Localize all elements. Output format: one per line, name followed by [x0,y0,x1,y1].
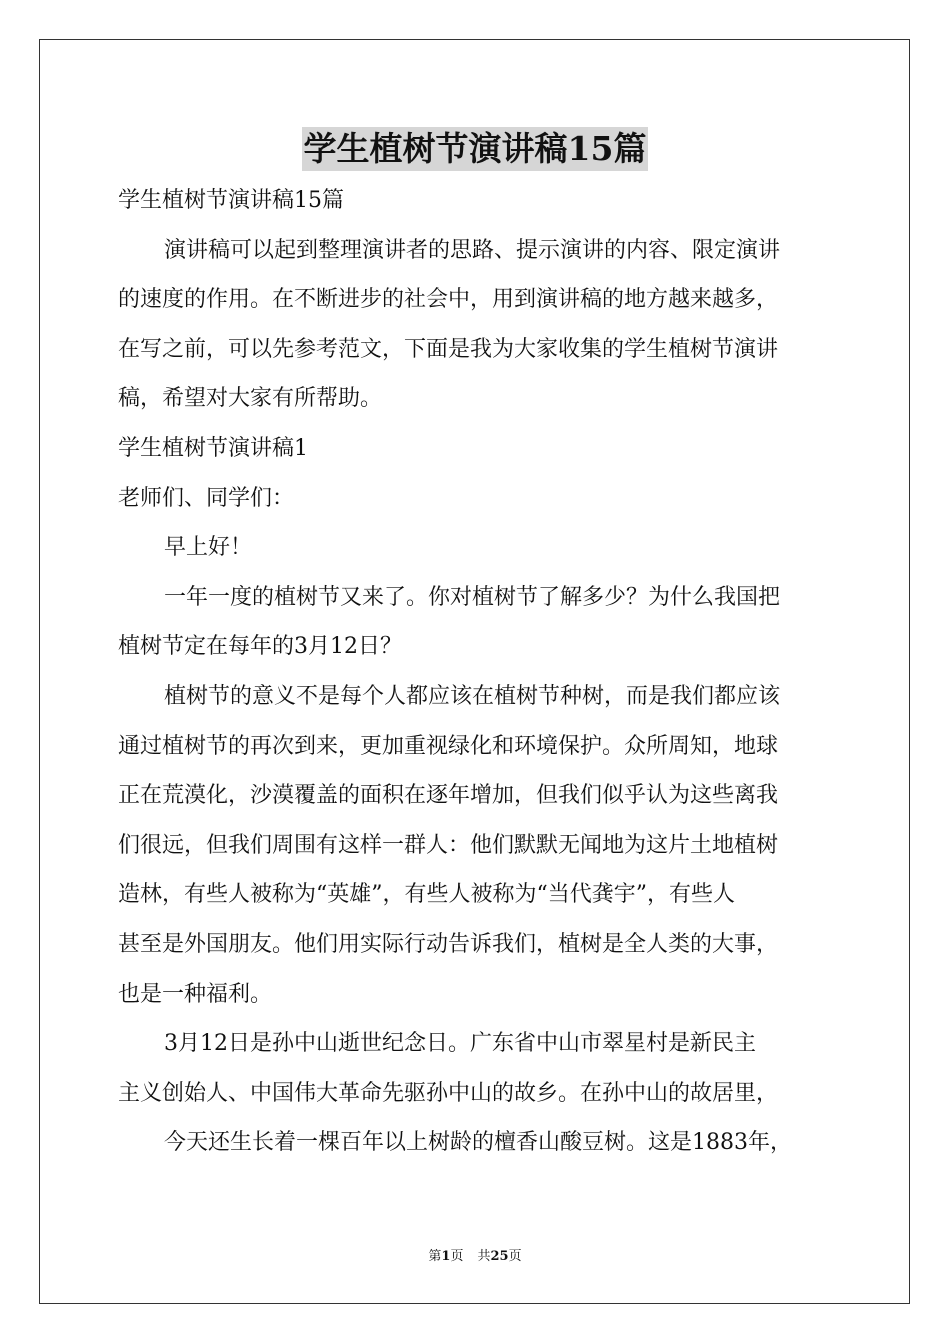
title-container [0,127,950,171]
text-line: 也是一种福利。 [118,981,273,1007]
text-line: 甚至是外国朋友。他们用实际行动告诉我们，植树是全人类的大事， [118,931,779,957]
text-line: 今天还生长着一棵百年以上树龄的檀香山酸豆树。这是1883年， [164,1130,792,1156]
total-label-suffix: 页 [508,1249,522,1264]
page-label-suffix: 页 [450,1249,464,1264]
text-line: 正在荒漠化，沙漠覆盖的面积在逐年增加，但我们似乎认为这些离我 [118,783,779,809]
text-line: 主义创始人、中国伟大革命先驱孙中山的故乡。在孙中山的故居里， [118,1080,779,1106]
text-line: 通过植树节的再次到来，更加重视绿化和环境保护。众所周知，地球 [118,733,779,759]
text-line: 演讲稿可以起到整理演讲者的思路、提示演讲的内容、限定演讲 [164,237,781,263]
page-number: 1 [441,1249,451,1264]
text-line: 稿，希望对大家有所帮助。 [118,386,383,412]
page-footer [0,1248,950,1266]
text-line: 造林，有些人被称为“英雄”，有些人被称为“当代龚宇”，有些人 [118,882,735,908]
text-line: 植树节的意义不是每个人都应该在植树节种树，而是我们都应该 [164,683,781,709]
text-line: 学生植树节演讲稿1 [118,435,308,461]
document-title: 学生植树节演讲稿15篇 [302,127,649,171]
text-line: 一年一度的植树节又来了。你对植树节了解多少？为什么我国把 [164,584,781,610]
text-line: 的速度的作用。在不断进步的社会中，用到演讲稿的地方越来越多， [118,287,779,313]
total-label-prefix: 共 [477,1249,491,1264]
text-line: 老师们、同学们： [118,485,295,511]
text-line: 在写之前，可以先参考范文，下面是我为大家收集的学生植树节演讲 [118,336,779,362]
text-line: 早上好！ [164,535,253,561]
text-line: 学生植树节演讲稿15篇 [118,188,344,213]
text-line: 们很远，但我们周围有这样一群人：他们默默无闻地为这片土地植树 [118,832,779,858]
text-line: 植树节定在每年的3月12日？ [118,634,402,660]
document-body [118,176,838,1168]
page-label-prefix: 第 [428,1249,442,1264]
text-line: 3月12日是孙中山逝世纪念日。广东省中山市翠星村是新民主 [164,1031,756,1057]
total-pages: 25 [490,1249,509,1264]
